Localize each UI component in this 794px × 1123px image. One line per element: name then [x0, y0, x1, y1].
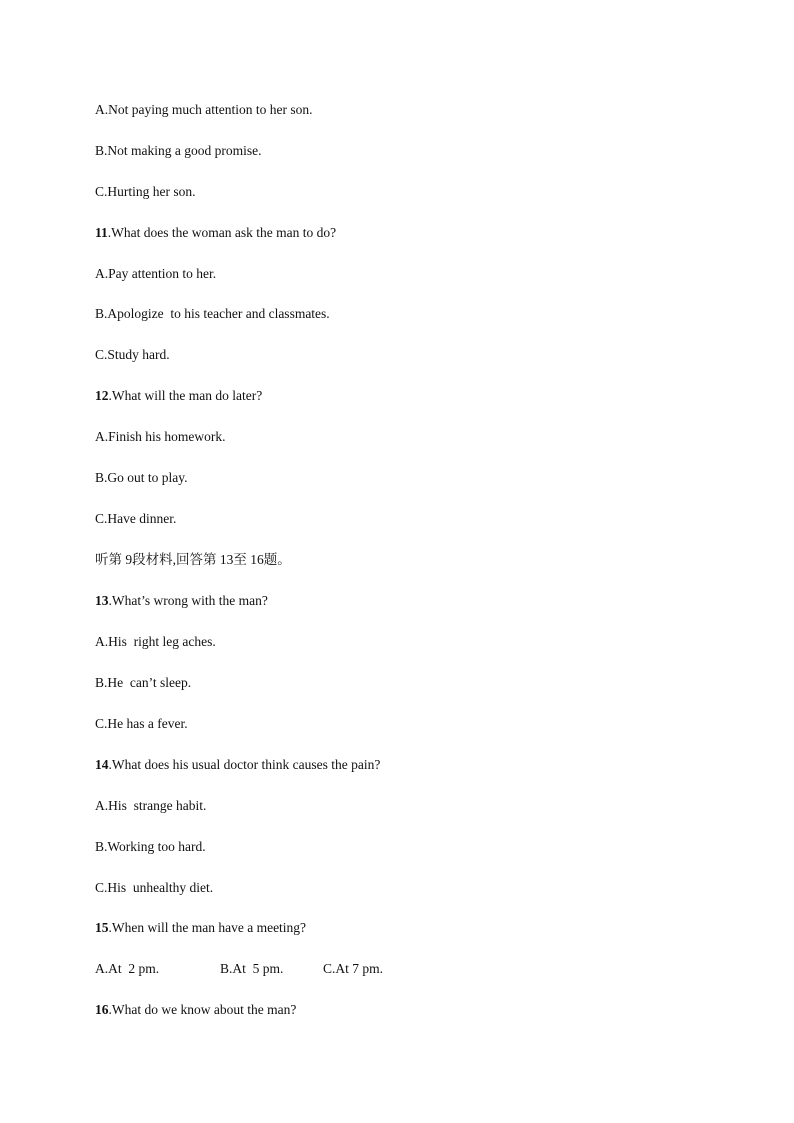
question-text: .What will the man do later? — [108, 388, 263, 403]
question-12 — [95, 387, 262, 405]
q11-option-b: B.Apologize to his teacher and classmates. — [95, 306, 330, 321]
question-text: .What does his usual doctor think causes the pain? — [108, 757, 381, 772]
q15-option-a: A.At 2 pm. — [95, 961, 160, 976]
q12-option-a: A.Finish his homework. — [95, 429, 226, 444]
question-14 — [95, 756, 380, 774]
question-16 — [95, 1001, 296, 1019]
q15-option-c: C.At 7 pm. — [323, 961, 384, 976]
q13-option-a: A.His right leg aches. — [95, 634, 216, 649]
q14-option-a: A.His strange habit. — [95, 798, 207, 813]
question-text: .When will the man have a meeting? — [108, 920, 307, 935]
q12-option-c: C.Have dinner. — [95, 511, 177, 526]
q15-options-row — [95, 960, 383, 978]
question-number: 14 — [95, 757, 109, 772]
question-text: .What does the woman ask the man to do? — [107, 225, 337, 240]
question-11 — [95, 224, 336, 242]
question-number: 11 — [95, 225, 108, 240]
question-number: 13 — [95, 593, 109, 608]
q10-option-a: A.Not paying much attention to her son. — [95, 102, 313, 117]
q15-option-b: B.At 5 pm. — [220, 961, 284, 976]
q10-option-b: B.Not making a good promise. — [95, 143, 262, 158]
question-15 — [95, 919, 306, 937]
q10-option-c: C.Hurting her son. — [95, 184, 196, 199]
q13-option-b: B.He can’t sleep. — [95, 675, 192, 690]
question-13 — [95, 592, 268, 610]
q12-option-b: B.Go out to play. — [95, 470, 188, 485]
q11-option-a: A.Pay attention to her. — [95, 266, 217, 281]
question-number: 16 — [95, 1002, 109, 1017]
q14-option-b: B.Working too hard. — [95, 839, 206, 854]
section-header: 听第 9段材料,回答第 13至 16题。 — [95, 552, 291, 567]
q11-option-c: C.Study hard. — [95, 347, 170, 362]
q14-option-c: C.His unhealthy diet. — [95, 880, 214, 895]
question-text: .What’s wrong with the man? — [108, 593, 268, 608]
question-number: 12 — [95, 388, 109, 403]
q13-option-c: C.He has a fever. — [95, 716, 188, 731]
question-number: 15 — [95, 920, 109, 935]
question-text: .What do we know about the man? — [108, 1002, 297, 1017]
